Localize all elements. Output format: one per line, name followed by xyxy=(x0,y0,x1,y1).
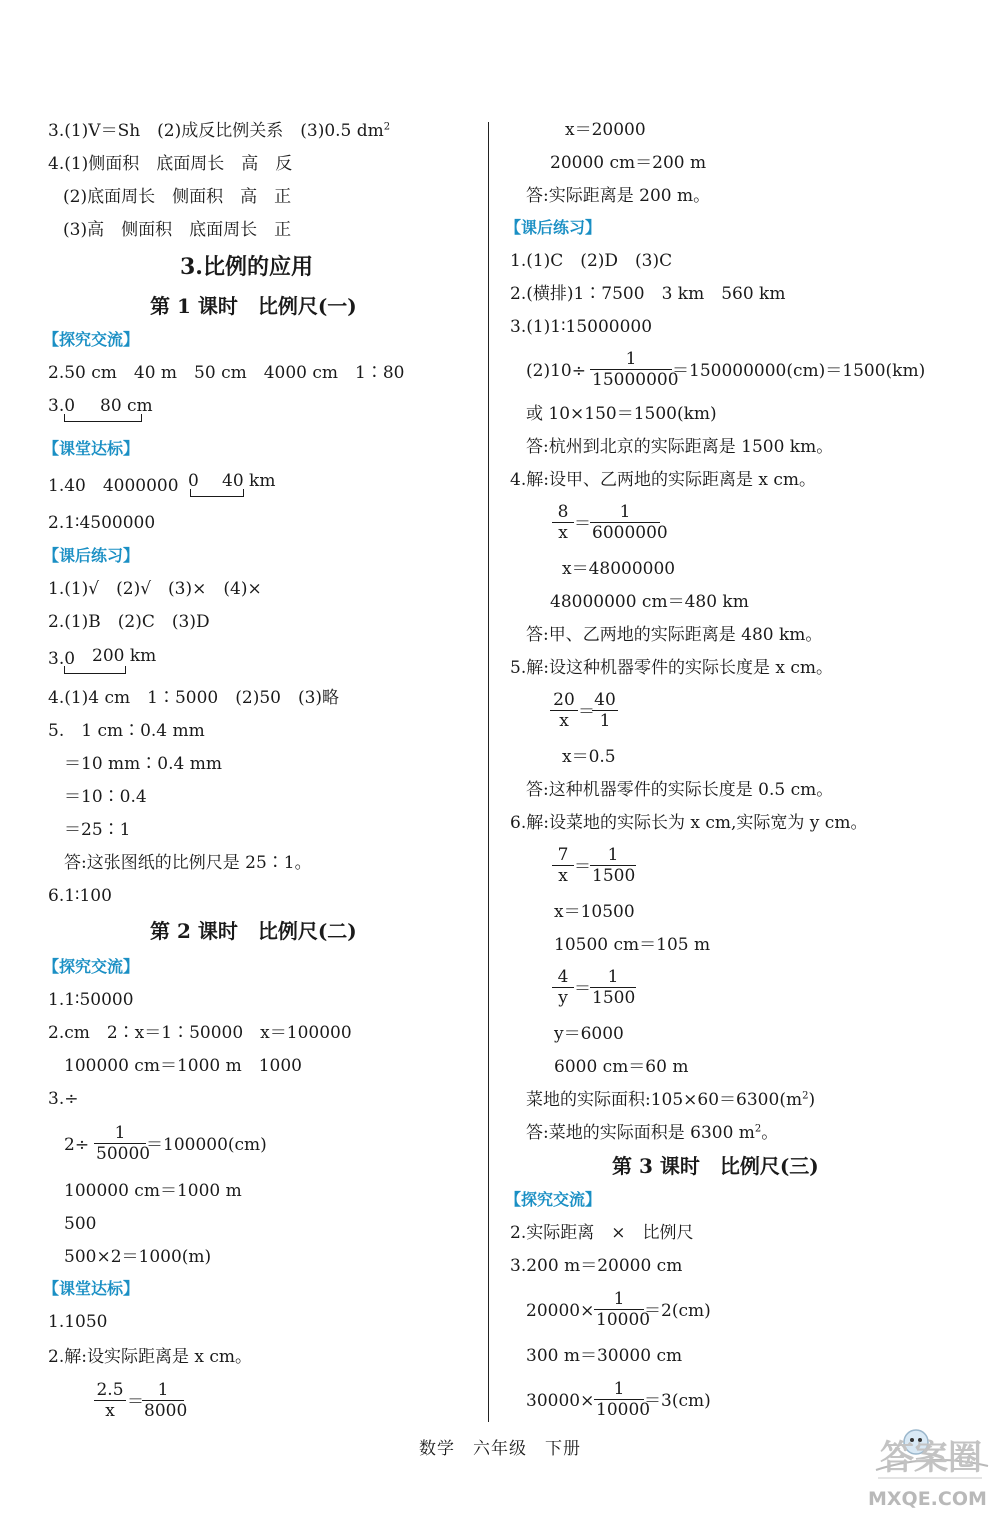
r-after-6-xconv: 10500 cm＝105 m xyxy=(554,935,711,955)
column-divider xyxy=(488,122,489,1422)
r-l3-f2-pre: 30000× xyxy=(526,1391,595,1411)
r-l3-f1-post: ＝2(cm) xyxy=(644,1301,711,1321)
scale-bar-200km xyxy=(64,666,126,674)
l2-explore-2: 2.cm 2∶x＝1∶50000 x＝100000 xyxy=(48,1023,352,1043)
watermark-text: 答案圈 xyxy=(880,1438,982,1478)
scale-bar-40km xyxy=(190,489,244,497)
r-l3-f2-post: ＝3(cm) xyxy=(644,1391,711,1411)
fraction-1-10000-a: $\frac{1}{10000}$ xyxy=(596,1289,651,1330)
r-after-6-eq1: ＝ xyxy=(574,857,591,877)
r-top-2: 20000 cm＝200 m xyxy=(550,153,707,173)
tag-after-1: 【课后练习】 xyxy=(43,546,140,565)
l1-explore-3-scale: 80 cm xyxy=(100,396,153,416)
l2-frac-post: ＝100000(cm) xyxy=(146,1135,267,1155)
l2-explore-1: 1.1∶50000 xyxy=(48,990,134,1010)
r-after-5-x: x＝0.5 xyxy=(562,747,616,767)
r-top-1: x＝20000 xyxy=(565,120,646,140)
fraction-7-x: $\frac{7}{x}$ xyxy=(552,845,574,886)
l1-after-6: 6.1∶100 xyxy=(48,886,112,906)
r-after-3-4: 答:杭州到北京的实际距离是 1500 km。 xyxy=(526,437,834,457)
fraction-1-15000000: $\frac{1}{15000000}$ xyxy=(592,349,679,390)
r-after-6-eq2: ＝ xyxy=(574,979,591,999)
tag-class-1: 【课堂达标】 xyxy=(43,439,140,458)
l1-after-5: 5. 1 cm∶0.4 mm xyxy=(48,721,205,741)
scale-bar-80cm xyxy=(64,414,142,422)
r-after-1: 1.(1)C (2)D (3)C xyxy=(510,251,673,271)
r-after-6-yconv: 6000 cm＝60 m xyxy=(554,1057,689,1077)
fraction-1-6000000: $\frac{1}{6000000}$ xyxy=(592,502,668,543)
r-after-6-answer: 答:菜地的实际面积是 6300 $m^2$。 xyxy=(526,1123,779,1143)
l1-class-1-zero: 0 xyxy=(188,471,199,491)
r-after-3-1: 3.(1)1∶15000000 xyxy=(510,317,653,337)
fraction-8-x: $\frac{8}{x}$ xyxy=(552,502,574,543)
l1-after-3-scale: 200 km xyxy=(92,646,157,666)
watermark-url: MXQE.COM xyxy=(868,1488,987,1510)
fraction-40-1: $\frac{40}{1}$ xyxy=(592,690,618,731)
l1-after-3: 3.0 xyxy=(48,649,76,669)
tag-after-2: 【课后练习】 xyxy=(505,218,602,237)
l2-explore-after-1: 100000 cm＝1000 m xyxy=(64,1181,242,1201)
r-after-3-2-post: ＝150000000(cm)＝1500(km) xyxy=(672,361,926,381)
l2-class-eq: ＝ xyxy=(127,1392,144,1412)
tag-explore-2: 【探究交流】 xyxy=(43,957,140,976)
l1-explore-3: 3.0 xyxy=(48,396,76,416)
r-l3-2: 2.实际距离 × 比例尺 xyxy=(510,1223,694,1243)
r-after-6: 6.解:设菜地的实际长为 x cm,实际宽为 y cm。 xyxy=(510,813,868,833)
fraction-4-y: $\frac{4}{y}$ xyxy=(552,967,574,1008)
r-after-6-y: y＝6000 xyxy=(554,1024,624,1044)
tag-class-2: 【课堂达标】 xyxy=(43,1279,140,1298)
r-after-6-x: x＝10500 xyxy=(554,902,635,922)
r-after-4-eq: ＝ xyxy=(574,514,591,534)
l2-frac-pre: 2÷ xyxy=(64,1135,90,1155)
r-after-4-x: x＝48000000 xyxy=(562,559,676,579)
l2-explore-2b: 100000 cm＝1000 m 1000 xyxy=(64,1056,302,1076)
l1-after-4: 4.(1)4 cm 1∶5000 (2)50 (3)略 xyxy=(48,688,340,708)
l2-explore-after-3: 500×2＝1000(m) xyxy=(64,1247,212,1267)
r-l3-3: 3.200 m＝20000 cm xyxy=(510,1256,683,1276)
l1-class-1: 1.40 4000000 xyxy=(48,476,179,496)
fraction-1-1500-a: $\frac{1}{1500}$ xyxy=(592,845,636,886)
lesson3-title: 第 3 课时 比例尺(三) xyxy=(612,1154,819,1178)
r-after-4-conv: 48000000 cm＝480 km xyxy=(550,592,749,612)
left-q4-3: (3)高 侧面积 底面周长 正 xyxy=(63,220,292,240)
r-after-5-eq: ＝ xyxy=(578,702,595,722)
l1-after-5-step2: ＝10∶0.4 xyxy=(64,787,147,807)
l1-after-5-step3: ＝25∶1 xyxy=(64,820,131,840)
fraction-1-8000: $\frac{1}{8000}$ xyxy=(144,1380,188,1421)
l2-class-1: 1.1050 xyxy=(48,1312,108,1332)
fraction-1-50000: $\frac{1}{50000}$ xyxy=(96,1123,151,1164)
page-footer: 数学 六年级 下册 xyxy=(419,1439,581,1459)
l2-class-2: 2.解:设实际距离是 x cm。 xyxy=(48,1347,252,1367)
l1-after-1: 1.(1)√ (2)√ (3)× (4)× xyxy=(48,579,262,599)
fraction-2.5-x: $\frac{2.5}{x}$ xyxy=(94,1380,126,1421)
left-q4-1: 4.(1)侧面积 底面周长 高 反 xyxy=(48,154,293,174)
l1-after-2: 2.(1)B (2)C (3)D xyxy=(48,612,210,632)
l1-explore-2: 2.50 cm 40 m 50 cm 4000 cm 1∶80 xyxy=(48,363,405,383)
tag-explore-3: 【探究交流】 xyxy=(505,1190,602,1209)
r-after-6-area: 菜地的实际面积$:105\times 60=6300(m^2)$ xyxy=(526,1090,816,1110)
r-l3-f1-pre: 20000× xyxy=(526,1301,595,1321)
r-after-2: 2.(横排)1∶7500 3 km 560 km xyxy=(510,284,786,304)
fraction-20-x: $\frac{20}{x}$ xyxy=(550,690,578,731)
l2-explore-3: 3.÷ xyxy=(48,1089,79,1109)
left-q3: 3.(1)V＝Sh (2)成反比例关系 (3)0.5 $dm^2$ xyxy=(48,121,391,141)
tag-explore-1: 【探究交流】 xyxy=(43,330,140,349)
r-after-5-answer: 答:这种机器零件的实际长度是 0.5 cm。 xyxy=(526,780,834,800)
l1-class-1-scale: 40 km xyxy=(222,471,276,491)
section-title: 3.比例的应用 xyxy=(180,254,313,280)
l1-class-2: 2.1∶4500000 xyxy=(48,513,156,533)
left-q4-2: (2)底面周长 侧面积 高 正 xyxy=(63,187,292,207)
r-after-3-2-pre: (2)10÷ xyxy=(526,361,586,381)
fraction-1-1500-b: $\frac{1}{1500}$ xyxy=(592,967,636,1008)
l2-explore-after-2: 500 xyxy=(64,1214,97,1234)
r-after-4: 4.解:设甲、乙两地的实际距离是 x cm。 xyxy=(510,470,816,490)
lesson1-title: 第 1 课时 比例尺(一) xyxy=(150,294,357,318)
r-l3-mid: 300 m＝30000 cm xyxy=(526,1346,683,1366)
l1-after-5-step1: ＝10 mm∶0.4 mm xyxy=(64,754,222,774)
r-after-5: 5.解:设这种机器零件的实际长度是 x cm。 xyxy=(510,658,833,678)
r-after-3-3: 或 10×150＝1500(km) xyxy=(526,404,717,424)
r-top-3: 答:实际距离是 200 m。 xyxy=(526,186,711,206)
lesson2-title: 第 2 课时 比例尺(二) xyxy=(150,919,357,943)
fraction-1-10000-b: $\frac{1}{10000}$ xyxy=(596,1379,651,1420)
l1-after-5-answer: 答:这张图纸的比例尺是 25∶1。 xyxy=(64,853,312,873)
r-after-4-answer: 答:甲、乙两地的实际距离是 480 km。 xyxy=(526,625,823,645)
